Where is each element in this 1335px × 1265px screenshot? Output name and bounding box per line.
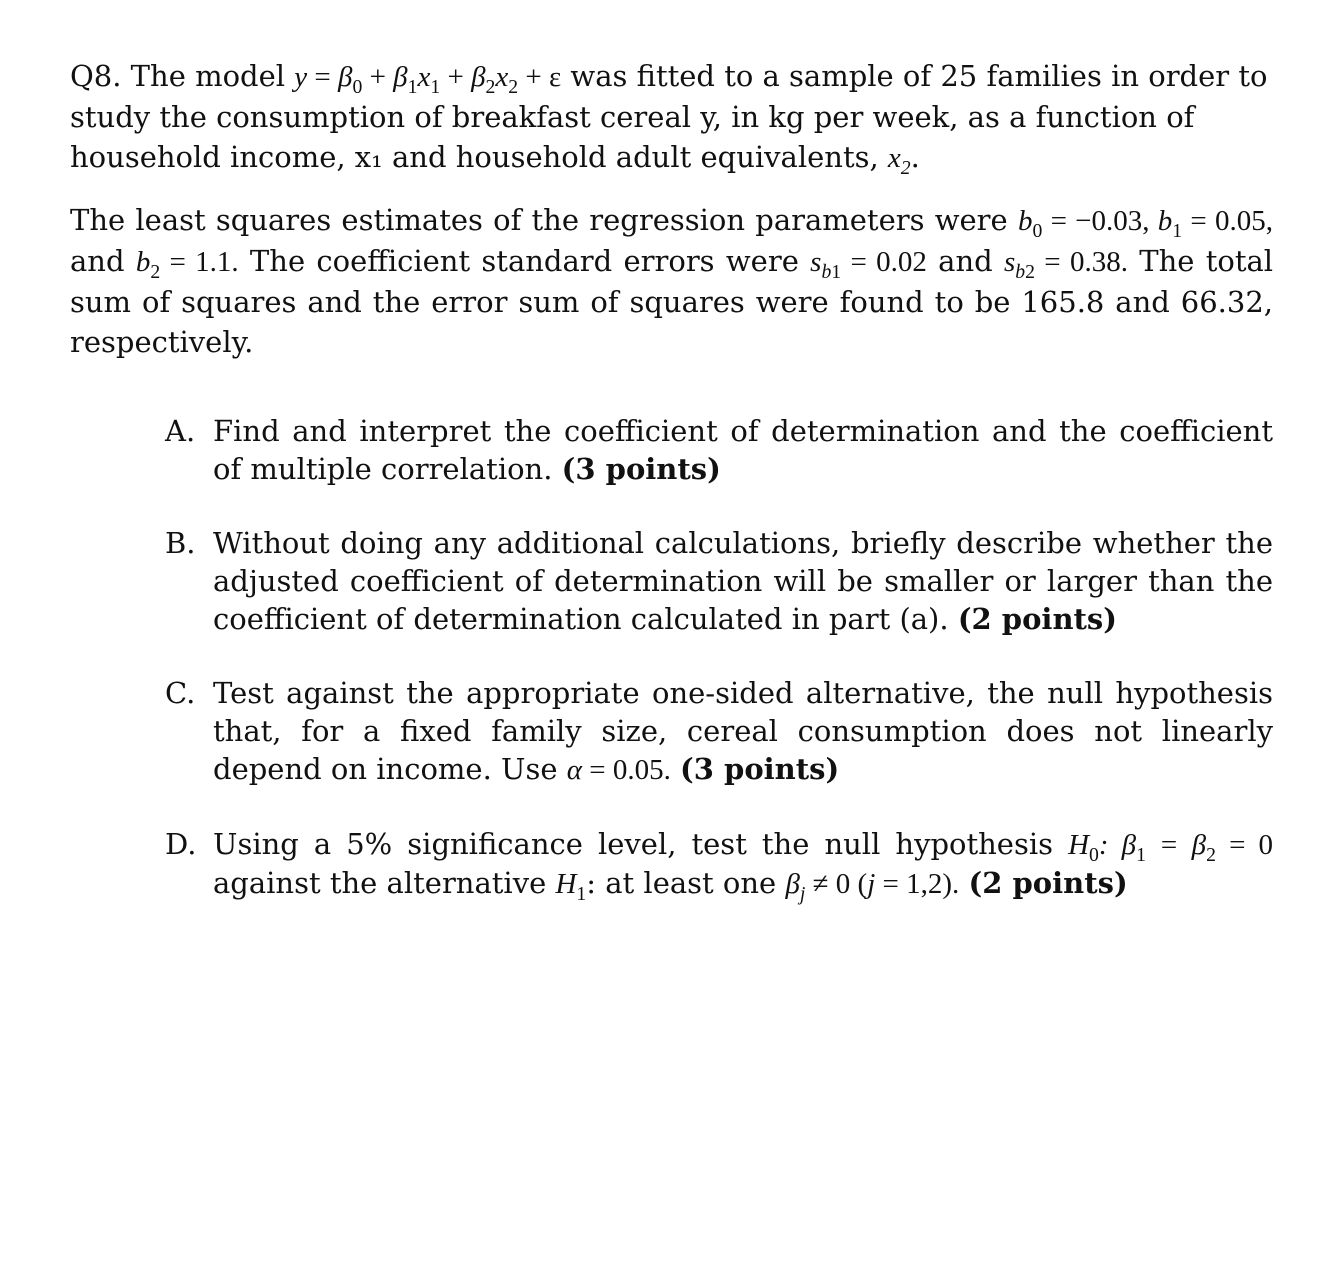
- part-c-points: (3 points): [680, 752, 840, 786]
- intro-lead: The model: [130, 59, 286, 93]
- part-a-text: Find and interpret the coefficient of determination and the coefficient of multiple correlation.: [213, 414, 1273, 486]
- sb2-value: $s_{b2} = 0.38$.: [1003, 246, 1128, 283]
- b1-estimate: $b_1 = 0.05$,: [1157, 205, 1274, 242]
- beta-j-condition: $\beta_j \ne 0$ (j = 1,2).: [785, 868, 960, 905]
- part-d-points: (2 points): [968, 866, 1128, 900]
- part-b-text: Without doing any additional calculations, briefly describe whether the adjusted coefficient of determination will be smaller or larger than the coefficient of determination calculated in part (a).: [213, 526, 1273, 636]
- sb1-value: $s_{b1} = 0.02$: [810, 246, 927, 283]
- question-intro: Q8. The model $y = \beta_0 + \beta_1x_1 + \beta_2x_2 + \varepsilon$ was fitted to a sample of 25 families in order to study the consumption of breakfast cereal y, in kg per week, as a function of household income, x₁ and household adult equivalents, $x_2$.: [70, 59, 1268, 179]
- part-c-letter: C.: [165, 676, 196, 710]
- part-d-lead: Using a 5% significance level, test the null hypothesis: [213, 827, 1054, 861]
- alternative-hypothesis: $H_1$: [555, 868, 587, 905]
- part-a-letter: A.: [165, 414, 196, 448]
- question-parts-list: [70, 412, 1273, 903]
- part-a: [70, 412, 1273, 488]
- part-a-points: (3 points): [561, 452, 721, 486]
- part-b: [70, 524, 1273, 638]
- question-document: [70, 56, 1273, 939]
- part-b-letter: B.: [165, 526, 196, 560]
- standard-errors-text: The coefficient standard errors were: [238, 244, 811, 278]
- null-hypothesis: $H_0$: $\beta_1 = \beta_2 = 0$: [1068, 829, 1274, 866]
- intro-rest: was fitted to a sample of 25 families in order to study the consumption of breakfast cereal y, in kg per week, as a function of household income, x₁ and household adult equivalents,: [70, 59, 1268, 174]
- alpha-level: α = 0.05.: [566, 754, 671, 786]
- b0-estimate: $b_0 = -0.03$,: [1017, 205, 1158, 242]
- part-b-points: (2 points): [957, 602, 1117, 636]
- part-c: [70, 674, 1273, 789]
- model-equation: $y = \beta_0 + \beta_1x_1 + \beta_2x_2 + \varepsilon$: [294, 61, 562, 98]
- sum-of-squares-text: The total sum of squares and the error sum of squares were found to be 165.8 and 66.32, respectively.: [70, 244, 1274, 359]
- part-d: D. Using a 5% significance level, test the null hypothesis $H_0$: $\beta_1 = \beta_2 = 0$ against the alternative $H_1$: at least one $\beta_j \ne 0$ (j = 1,2). (2 points): [165, 827, 1274, 905]
- estimates-lead: The least squares estimates of the regression parameters were: [70, 203, 1008, 237]
- intro-x2: $x_2$: [887, 142, 911, 179]
- b2-estimate: $b_2 = 1.1$.: [135, 246, 239, 283]
- question-number: Q8.: [70, 59, 122, 93]
- part-c-text: Test against the appropriate one-sided alternative, the null hypothesis that, for a fixed family size, cereal consumption does not linearly depend on income. Use: [213, 676, 1273, 786]
- estimates-paragraph: The least squares estimates of the regression parameters were $b_0 = -0.03$, $b_1 = 0.05$, and $b_2 = 1.1$. The coefficient standard errors were $s_{b1} = 0.02$ and $s_{b2} = 0.38$. The total sum of squares and the error sum of squares were found to be 165.8 and 66.32, respectively.: [70, 203, 1274, 359]
- part-d-letter: D.: [165, 827, 197, 861]
